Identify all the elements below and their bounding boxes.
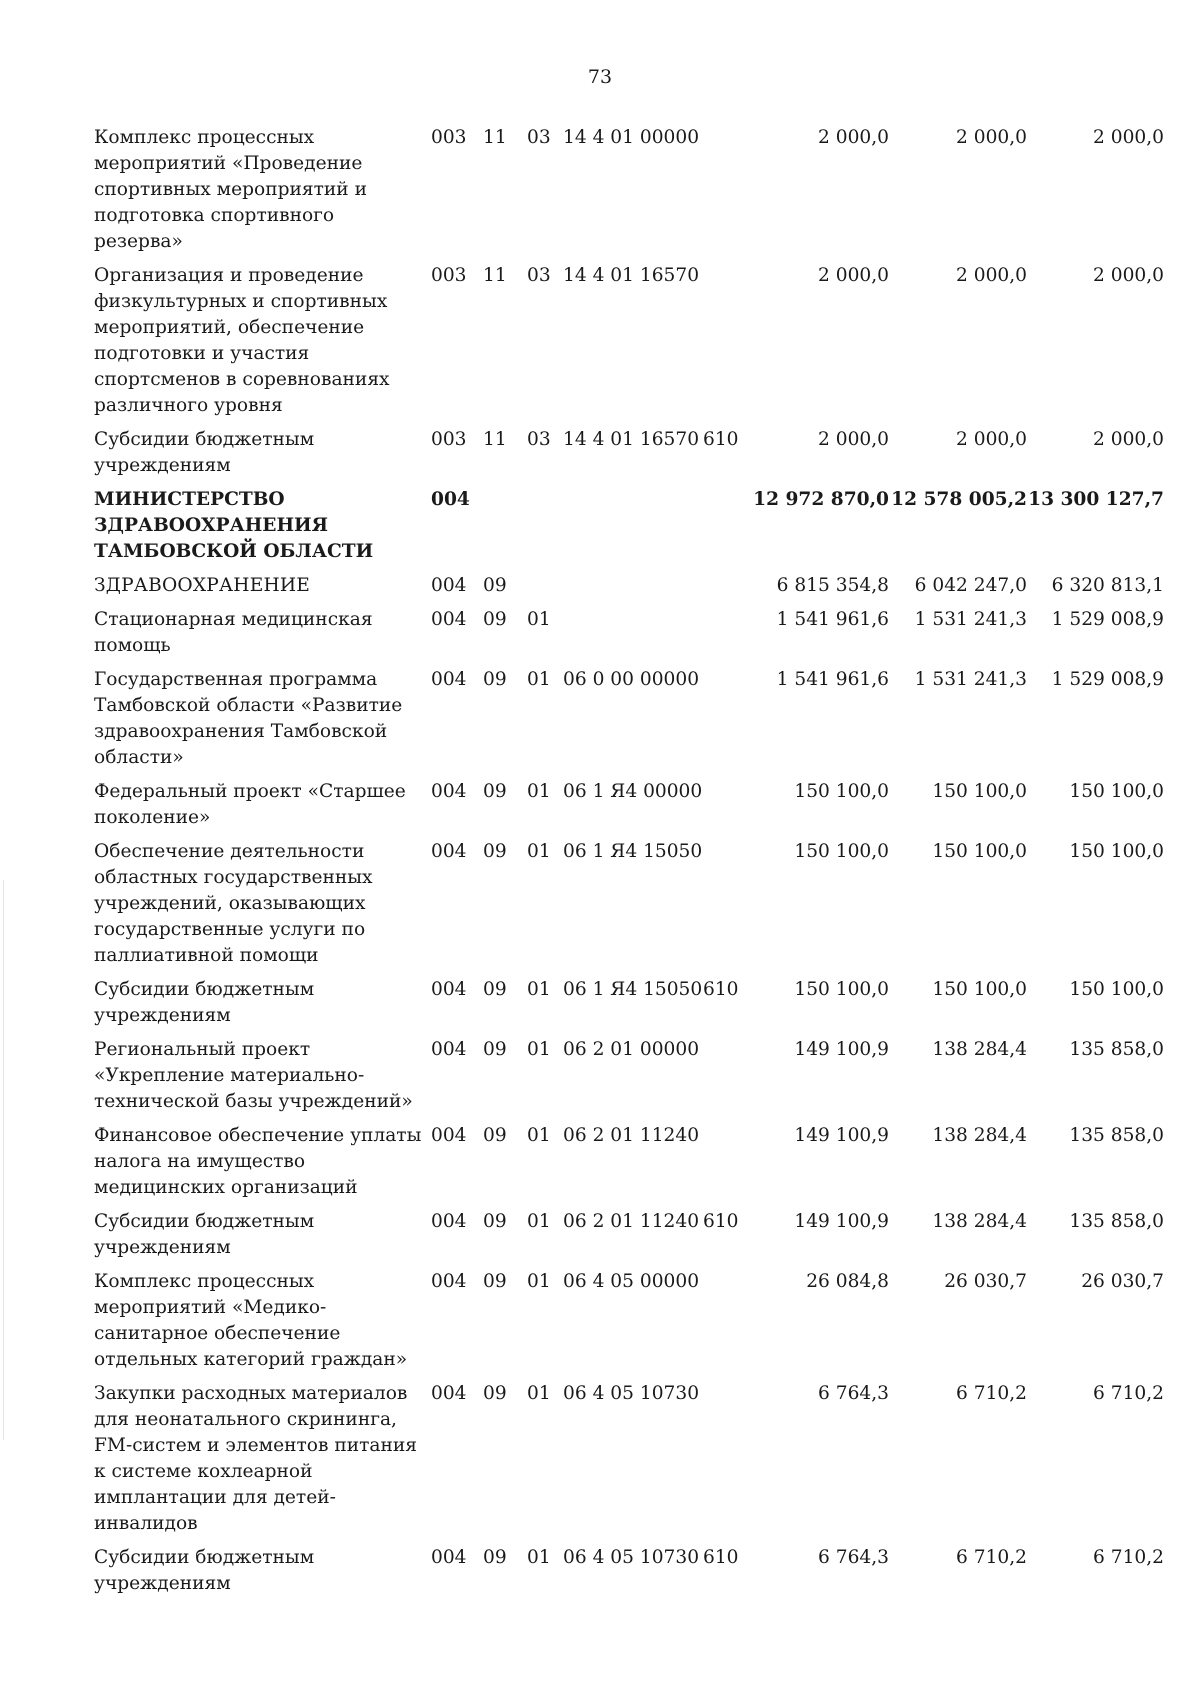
section-code: 09 xyxy=(483,841,507,862)
amount-year-1: 6 764,3 xyxy=(818,1547,889,1568)
target-article-code: 06 1 Я4 00000 xyxy=(563,781,703,802)
subsection-code: 01 xyxy=(527,1271,551,1292)
ministry-code: 003 xyxy=(431,127,467,148)
amount-year-2: 138 284,4 xyxy=(932,1211,1027,1232)
section-code: 09 xyxy=(483,1547,507,1568)
table-row xyxy=(94,1381,1164,1545)
target-article-code: 06 2 01 11240 xyxy=(563,1211,700,1232)
section-code: 09 xyxy=(483,1125,507,1146)
expense-type-code xyxy=(703,263,751,427)
ministry-code: 004 xyxy=(431,489,470,510)
table-row xyxy=(94,839,1164,977)
amount-year-3: 26 030,7 xyxy=(1081,1271,1164,1292)
amount-year-3: 135 858,0 xyxy=(1069,1211,1164,1232)
subsection-code: 01 xyxy=(527,781,551,802)
amount-year-2: 1 531 241,3 xyxy=(914,669,1027,690)
amount-year-2: 6 710,2 xyxy=(956,1383,1027,1404)
amount-year-3: 2 000,0 xyxy=(1093,127,1164,148)
table-row xyxy=(94,667,1164,779)
amount-year-1: 12 972 870,0 xyxy=(753,489,889,510)
amount-year-3: 1 529 008,9 xyxy=(1051,669,1164,690)
amount-year-3: 135 858,0 xyxy=(1069,1039,1164,1060)
target-article-code: 06 2 01 11240 xyxy=(563,1125,700,1146)
amount-year-1: 150 100,0 xyxy=(794,781,889,802)
table-row xyxy=(94,1123,1164,1209)
amount-year-3: 150 100,0 xyxy=(1069,841,1164,862)
target-article-code: 06 4 05 10730 xyxy=(563,1383,700,1404)
amount-year-1: 6 815 354,8 xyxy=(776,575,889,596)
amount-year-3: 150 100,0 xyxy=(1069,979,1164,1000)
subsection-code: 03 xyxy=(527,265,551,286)
amount-year-2: 1 531 241,3 xyxy=(914,609,1027,630)
expense-type-code xyxy=(703,779,751,839)
scan-edge-line xyxy=(3,880,4,1440)
expense-name: Субсидии бюджетным учреждениям xyxy=(94,429,315,476)
section-code: 09 xyxy=(483,1271,507,1292)
ministry-code: 004 xyxy=(431,1039,467,1060)
page-number: 73 xyxy=(587,66,613,88)
amount-year-3: 1 529 008,9 xyxy=(1051,609,1164,630)
section-code: 09 xyxy=(483,1039,507,1060)
ministry-code: 004 xyxy=(431,1383,467,1404)
amount-year-1: 1 541 961,6 xyxy=(776,669,889,690)
amount-year-1: 149 100,9 xyxy=(794,1125,889,1146)
expense-type-code xyxy=(703,1037,751,1123)
ministry-code: 004 xyxy=(431,609,467,630)
subsection-code: 01 xyxy=(527,609,551,630)
amount-year-1: 2 000,0 xyxy=(818,265,889,286)
ministry-code: 004 xyxy=(431,1271,467,1292)
expense-name: Субсидии бюджетным учреждениям xyxy=(94,979,315,1026)
amount-year-1: 1 541 961,6 xyxy=(776,609,889,630)
ministry-code: 004 xyxy=(431,979,467,1000)
expense-name: Обеспечение деятельности областных государственных учреждений, оказывающих государственные услуги по паллиативной помощи xyxy=(94,841,373,966)
amount-year-2: 2 000,0 xyxy=(956,127,1027,148)
table-row xyxy=(94,779,1164,839)
expense-type-code: 610 xyxy=(703,979,739,1000)
amount-year-3: 6 710,2 xyxy=(1093,1547,1164,1568)
ministry-code: 004 xyxy=(431,1125,467,1146)
section-code: 09 xyxy=(483,669,507,690)
expense-name: Стационарная медицинская помощь xyxy=(94,609,373,656)
subsection-code: 03 xyxy=(527,127,551,148)
expense-type-code xyxy=(703,487,751,573)
table-row xyxy=(94,487,1164,573)
section-code: 09 xyxy=(483,781,507,802)
section-code: 09 xyxy=(483,979,507,1000)
expense-type-code xyxy=(703,573,751,607)
amount-year-1: 6 764,3 xyxy=(818,1383,889,1404)
table-row xyxy=(94,1269,1164,1381)
target-article-code xyxy=(563,487,703,573)
section-code: 11 xyxy=(483,429,507,450)
subsection-code: 01 xyxy=(527,979,551,1000)
expense-name: ЗДРАВООХРАНЕНИЕ xyxy=(94,575,311,596)
amount-year-3: 2 000,0 xyxy=(1093,265,1164,286)
target-article-code: 14 4 01 16570 xyxy=(563,429,700,450)
amount-year-3: 13 300 127,7 xyxy=(1028,489,1164,510)
ministry-code: 004 xyxy=(431,1211,467,1232)
table-row xyxy=(94,1209,1164,1269)
amount-year-2: 138 284,4 xyxy=(932,1125,1027,1146)
amount-year-3: 2 000,0 xyxy=(1093,429,1164,450)
section-code: 09 xyxy=(483,575,507,596)
expense-type-code xyxy=(703,1381,751,1545)
target-article-code: 06 1 Я4 15050 xyxy=(563,979,703,1000)
expense-name: Субсидии бюджетным учреждениям xyxy=(94,1547,315,1594)
ministry-code: 003 xyxy=(431,429,467,450)
table-row xyxy=(94,573,1164,607)
budget-table xyxy=(94,125,1164,1605)
target-article-code xyxy=(563,573,703,607)
subsection-code: 01 xyxy=(527,669,551,690)
expense-name: Федеральный проект «Старшее поколение» xyxy=(94,781,406,828)
expense-name: Комплекс процессных мероприятий «Медико-санитарное обеспечение отдельных категорий граждан» xyxy=(94,1271,408,1370)
expense-type-code: 610 xyxy=(703,1211,739,1232)
expense-name: Комплекс процессных мероприятий «Проведение спортивных мероприятий и подготовка спортивного резерва» xyxy=(94,127,367,252)
ministry-code: 004 xyxy=(431,781,467,802)
amount-year-2: 150 100,0 xyxy=(932,841,1027,862)
table-row xyxy=(94,125,1164,263)
expense-name: Закупки расходных материалов для неонатального скрининга, FM-систем и элементов питания к системе кохлеарной имплантации для детей-инвалидов xyxy=(94,1383,418,1534)
ministry-code: 004 xyxy=(431,575,467,596)
subsection-code: 01 xyxy=(527,1125,551,1146)
target-article-code: 14 4 01 00000 xyxy=(563,127,700,148)
table-row xyxy=(94,263,1164,427)
amount-year-2: 2 000,0 xyxy=(956,265,1027,286)
table-row xyxy=(94,977,1164,1037)
expense-name: Организация и проведение физкультурных и спортивных мероприятий, обеспечение подготовки и участия спортсменов в соревнованиях различного уровня xyxy=(94,265,390,416)
amount-year-1: 149 100,9 xyxy=(794,1211,889,1232)
expense-name: МИНИСТЕРСТВО ЗДРАВООХРАНЕНИЯ ТАМБОВСКОЙ ОБЛАСТИ xyxy=(94,489,374,562)
target-article-code: 14 4 01 16570 xyxy=(563,265,700,286)
subsection-code: 03 xyxy=(527,429,551,450)
expense-type-code xyxy=(703,1123,751,1209)
amount-year-1: 2 000,0 xyxy=(818,127,889,148)
section-code: 11 xyxy=(483,127,507,148)
table-row xyxy=(94,607,1164,667)
target-article-code: 06 4 05 00000 xyxy=(563,1271,700,1292)
target-article-code: 06 2 01 00000 xyxy=(563,1039,700,1060)
amount-year-2: 12 578 005,2 xyxy=(891,489,1027,510)
target-article-code: 06 0 00 00000 xyxy=(563,669,700,690)
section-code: 09 xyxy=(483,1211,507,1232)
amount-year-2: 150 100,0 xyxy=(932,979,1027,1000)
amount-year-3: 6 710,2 xyxy=(1093,1383,1164,1404)
subsection-code: 01 xyxy=(527,1211,551,1232)
amount-year-1: 150 100,0 xyxy=(794,841,889,862)
amount-year-1: 2 000,0 xyxy=(818,429,889,450)
subsection-code xyxy=(527,573,563,607)
amount-year-2: 26 030,7 xyxy=(944,1271,1027,1292)
amount-year-2: 150 100,0 xyxy=(932,781,1027,802)
table-row xyxy=(94,427,1164,487)
amount-year-1: 149 100,9 xyxy=(794,1039,889,1060)
section-code: 09 xyxy=(483,609,507,630)
section-code: 09 xyxy=(483,1383,507,1404)
ministry-code: 004 xyxy=(431,1547,467,1568)
ministry-code: 004 xyxy=(431,841,467,862)
expense-type-code xyxy=(703,125,751,263)
subsection-code xyxy=(527,487,563,573)
subsection-code: 01 xyxy=(527,1547,551,1568)
subsection-code: 01 xyxy=(527,1383,551,1404)
expense-type-code xyxy=(703,839,751,977)
expense-name: Субсидии бюджетным учреждениям xyxy=(94,1211,315,1258)
expense-name: Финансовое обеспечение уплаты налога на имущество медицинских организаций xyxy=(94,1125,422,1198)
subsection-code: 01 xyxy=(527,1039,551,1060)
amount-year-3: 6 320 813,1 xyxy=(1051,575,1164,596)
amount-year-3: 135 858,0 xyxy=(1069,1125,1164,1146)
expense-type-code: 610 xyxy=(703,1547,739,1568)
amount-year-2: 2 000,0 xyxy=(956,429,1027,450)
table-row xyxy=(94,1037,1164,1123)
table-row xyxy=(94,1545,1164,1605)
amount-year-2: 138 284,4 xyxy=(932,1039,1027,1060)
amount-year-2: 6 042 247,0 xyxy=(914,575,1027,596)
section-code xyxy=(483,487,527,573)
expense-type-code xyxy=(703,607,751,667)
budget-table-body xyxy=(94,125,1164,1605)
amount-year-1: 26 084,8 xyxy=(806,1271,889,1292)
amount-year-2: 6 710,2 xyxy=(956,1547,1027,1568)
ministry-code: 004 xyxy=(431,669,467,690)
expense-type-code xyxy=(703,667,751,779)
target-article-code xyxy=(563,607,703,667)
amount-year-3: 150 100,0 xyxy=(1069,781,1164,802)
subsection-code: 01 xyxy=(527,841,551,862)
expense-name: Государственная программа Тамбовской области «Развитие здравоохранения Тамбовской области» xyxy=(94,669,403,768)
amount-year-1: 150 100,0 xyxy=(794,979,889,1000)
expense-type-code xyxy=(703,1269,751,1381)
expense-name: Региональный проект «Укрепление материально-технической базы учреждений» xyxy=(94,1039,413,1112)
target-article-code: 06 4 05 10730 xyxy=(563,1547,700,1568)
section-code: 11 xyxy=(483,265,507,286)
ministry-code: 003 xyxy=(431,265,467,286)
target-article-code: 06 1 Я4 15050 xyxy=(563,841,703,862)
expense-type-code: 610 xyxy=(703,429,739,450)
